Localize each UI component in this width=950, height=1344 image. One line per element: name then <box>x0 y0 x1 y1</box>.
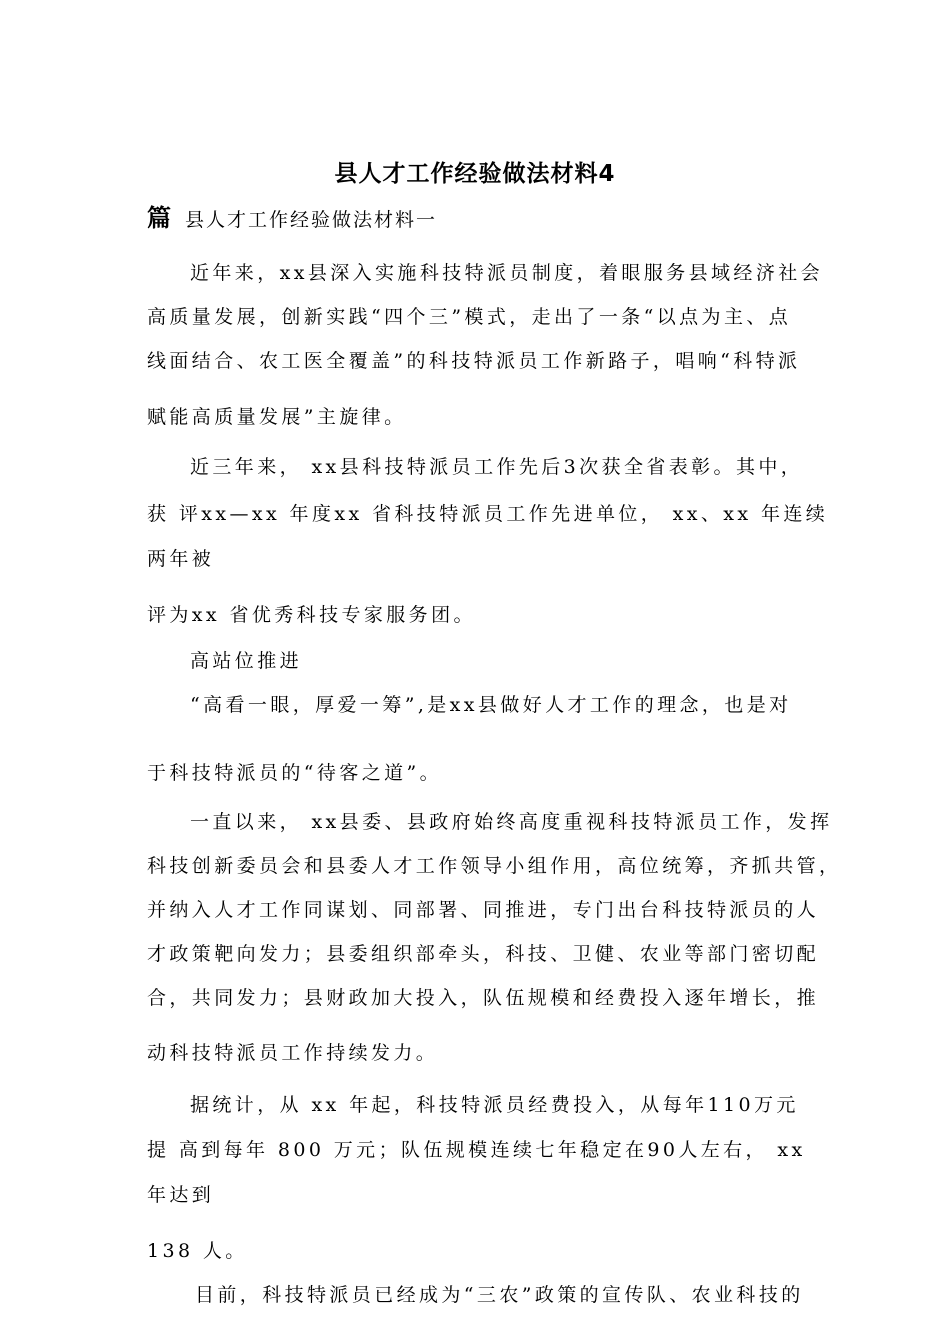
paragraph-line: 目前，科技特派员已经成为“三农”政策的宣传队、农业科技的 <box>195 1284 804 1306</box>
heading-prefix: 篇 <box>147 204 173 232</box>
paragraph-line: 于科技特派员的“待客之道”。 <box>147 762 443 784</box>
paragraph-line: 动科技特派员工作持续发力。 <box>147 1042 439 1064</box>
paragraph-line: 线面结合、农工医全覆盖”的科技特派员工作新路子，唱响“科特派 <box>147 350 801 372</box>
paragraph-line: 合，共同发力；县财政加大投入，队伍规模和经费投入逐年增长，推 <box>147 987 820 1009</box>
paragraph-line: 科技创新委员会和县委人才工作领导小组作用，高位统筹，齐抓共管， <box>147 855 842 877</box>
paragraph-line: 评为xx 省优秀科技专家服务团。 <box>147 604 476 626</box>
paragraph-line: 据统计，从 xx 年起，科技特派员经费投入，从每年110万元 <box>190 1094 799 1116</box>
heading-text: 县人才工作经验做法材料一 <box>185 209 438 231</box>
subheading: 高站位推进 <box>190 650 303 672</box>
paragraph-line: 两年被 <box>147 548 215 570</box>
paragraph-line: 才政策靶向发力；县委组织部牵头，科技、卫健、农业等部门密切配 <box>147 943 820 965</box>
paragraph-line: 一直以来， xx县委、县政府始终高度重视科技特派员工作，发挥 <box>190 811 833 833</box>
document-title: 县人才工作经验做法材料4 <box>334 161 616 187</box>
paragraph-line: 年达到 <box>147 1184 215 1206</box>
paragraph-line: 提 高到每年 800 万元；队伍规模连续七年稳定在90人左右， xx <box>147 1139 806 1161</box>
section-heading <box>147 198 437 233</box>
paragraph-line: 高质量发展，创新实践“四个三”模式，走出了一条“以点为主、点 <box>147 306 792 328</box>
paragraph-line: 获 评xx—xx 年度xx 省科技特派员工作先进单位， xx、xx 年连续 <box>147 503 829 525</box>
paragraph-line: 138 人。 <box>147 1240 248 1262</box>
paragraph-line: 近年来，xx县深入实施科技特派员制度，着眼服务县域经济社会 <box>190 262 824 284</box>
paragraph-line: 赋能高质量发展”主旋律。 <box>147 406 407 428</box>
paragraph-line: 近三年来， xx县科技特派员工作先后3次获全省表彰。其中， <box>190 456 804 478</box>
paragraph-line: 并纳入人才工作同谋划、同部署、同推进，专门出台科技特派员的人 <box>147 899 820 921</box>
paragraph-line: “高看一眼，厚爱一筹”,是xx县做好人才工作的理念，也是对 <box>190 694 792 716</box>
